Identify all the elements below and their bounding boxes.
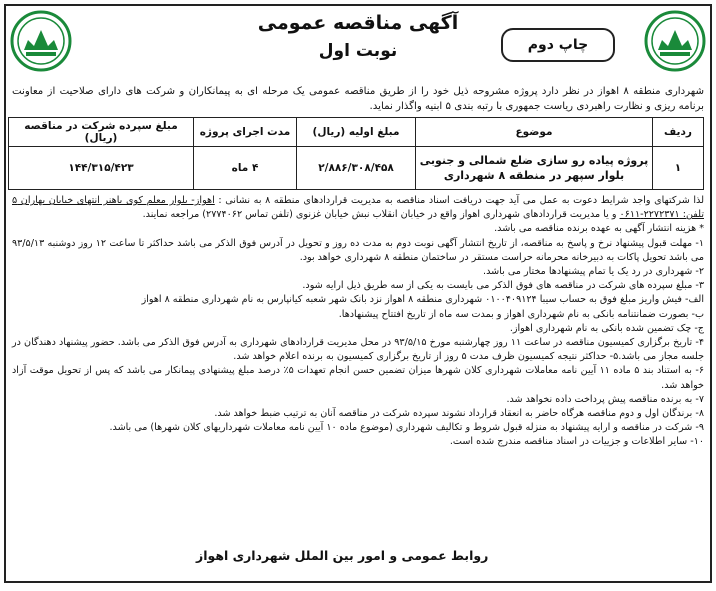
col-initial-amount: مبلغ اولیه (ریال) <box>297 118 416 147</box>
list-item: ۶- به استناد بند ۵ ماده ۱۱ آیین نامه معاملات شهرداری کلان شهرها میزان تضمین حسن انجام تعهدات ۵٪ درصد مبلغ پیشنهادی پیمانکار می باشد که پس از تحویل موقت آزاد خواهد شد. <box>12 365 704 391</box>
list-item: الف- فیش واریز مبلغ فوق به حساب سیبا ۰۱۰۰۴۰۹۱۲۴ شهرداری منطقه ۸ اهواز نزد بانک شهر شعبه کیانپارس به نام شهرداری منطقه ۸ اهواز <box>141 294 704 306</box>
cell-subject: پروژه پیاده رو سازی ضلع شمالی و جنوبی بلوار سپهر در منطقه ۸ شهرداری <box>416 147 653 190</box>
notice-body <box>12 194 704 450</box>
list-item: ۱۰- سایر اطلاعات و جزییات در اسناد مناقصه مندرج شده است. <box>449 436 704 448</box>
cell-deposit: ۱۴۴/۳۱۵/۴۲۳ <box>9 147 194 190</box>
address-text: اهواز- بلوار معلم کوی باهنر انتهای خیابان بهاران ۵ تلفن: ۲۲۷۲۳۷۱-۰۶۱۱ <box>12 195 704 221</box>
tender-notice <box>4 4 712 583</box>
col-duration: مدت اجرای پروژه <box>194 118 297 147</box>
list-item: ج- چک تضمین شده بانکی به نام شهرداری اهواز. <box>509 322 704 334</box>
col-row: ردیف <box>653 118 704 147</box>
cell-row: ۱ <box>653 147 704 190</box>
list-item: ۴- تاریخ برگزاری کمیسیون مناقصه در ساعت ۱۱ روز چهارشنبه مورخ ۹۳/۵/۱۵ در محل مدیریت قراردادهای شهرداری به آدرس فوق الذکر می باشد. حضور پیشنهاد دهندگان در جلسه مجاز می باشد.۵- حداکثر نتیجه کمیسیون ظرف مدت ۵ روز از تاریخ برگزاری کمیسیون به برنده اعلام خواهد شد. <box>12 337 704 363</box>
col-subject: موضوع <box>416 118 653 147</box>
invitation-text-end: و یا مدیریت قراردادهای شهرداری اهواز واقع در خیابان انقلاب نبش خیابان غزنوی (تلفن تماس ۲۷۷۴۰۶۲) مراجعه نمایند. <box>142 209 620 221</box>
notice-title: آگهی مناقصه عمومی <box>257 12 459 34</box>
invitation-paragraph <box>12 194 704 222</box>
list-item: ۲- شهرداری در رد یک یا تمام پیشنهادها مختار می باشد. <box>483 266 704 278</box>
list-item: ۱- مهلت قبول پیشنهاد نرخ و پاسخ به مناقصه، از تاریخ انتشار آگهی نوبت دوم به مدت ده روز و تحویل در آدرس فوق الذکر می باشد حداکثر تا ساعت ۱۲ روز دوشنبه ۹۳/۵/۱۳ می باشد تحویل پاکات به دبیرخانه محرمانه حراست مستقر در ساختمان منطقه ۸ شهرداری خواهد بود. <box>12 237 704 263</box>
col-deposit: مبلغ سپرده شرکت در مناقصه (ریال) <box>9 118 194 147</box>
tender-table <box>8 117 704 190</box>
list-item: ۷- به برنده مناقصه پیش پرداخت داده نخواهد شد. <box>506 393 704 405</box>
table-header-row <box>9 118 704 147</box>
invitation-text: لذا شرکتهای واجد شرایط دعوت به عمل می آید جهت دریافت اسناد مناقصه به مدیریت قراردادهای منطقه ۸ به نشانی : <box>214 195 704 206</box>
list-item: * هزینه انتشار آگهی به عهده برنده مناقصه می باشد. <box>494 223 704 235</box>
print-badge: چاپ دوم <box>501 28 615 62</box>
cell-duration: ۴ ماه <box>194 147 297 190</box>
list-item: ب- بصورت ضمانتنامه بانکی به نام شهرداری اهواز و بمدت سه ماه از تاریخ افتتاح پیشنهادها. <box>338 308 704 320</box>
cell-initial-amount: ۲/۸۸۶/۳۰۸/۴۵۸ <box>297 147 416 190</box>
notice-subtitle: نوبت اول <box>318 41 398 61</box>
footer-signature: روابط عمومی و امور بین الملل شهرداری اهواز <box>196 548 489 563</box>
list-item: ۹- شرکت در مناقصه و ارایه پیشنهاد به منزله قبول شروط و تکالیف شهرداری (موضوع ماده ۱۰ آیین نامه معاملات شهرداریهای کلان شهرها) می باشد. <box>109 422 704 434</box>
intro-text: شهرداری منطقه ۸ اهواز در نظر دارد پروژه مشروحه ذیل خود را از طریق مناقصه عمومی یک مرحله ای به پیمانکاران و شرکت های دارای صلاحیت از معاونت برنامه ریزی و نظارت راهبردی ریاست جمهوری با رتبه بندی ۵ ابنیه واگذار نماید. <box>12 86 704 112</box>
list-item: ۸- برندگان اول و دوم مناقصه هرگاه حاضر به انعقاد قرارداد نشوند سپرده شرکت در مناقصه آنان به ترتیب ضبط خواهد شد. <box>214 408 704 420</box>
list-item: ۳- مبلغ سپرده های شرکت در مناقصه های فوق الذکر می بایست به یکی از سه طریق ذیل ارایه شود. <box>302 280 704 292</box>
table-row <box>9 147 704 190</box>
notice-header <box>6 6 710 84</box>
